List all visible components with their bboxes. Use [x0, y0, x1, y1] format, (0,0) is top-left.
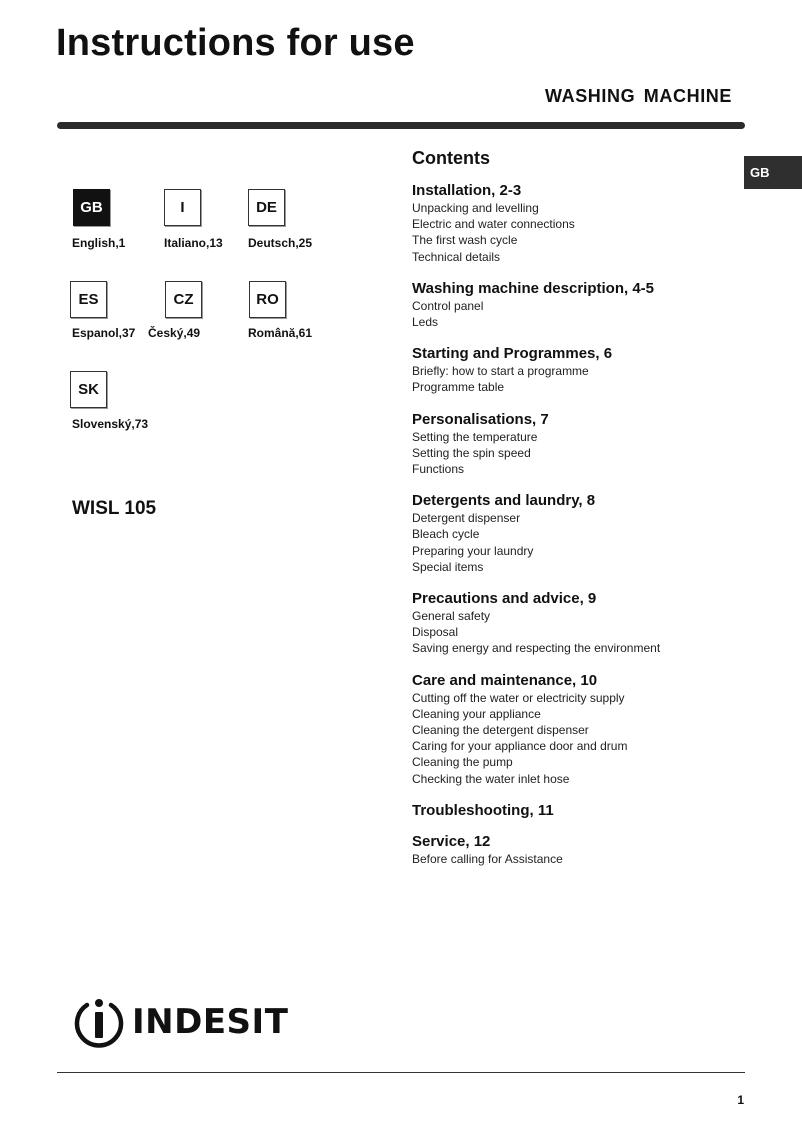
lang-box-cz[interactable]: CZ — [165, 281, 202, 318]
toc-item[interactable]: Bleach cycle — [412, 527, 480, 542]
toc-item[interactable]: Caring for your appliance door and drum — [412, 739, 628, 754]
toc-item[interactable]: Setting the temperature — [412, 429, 538, 444]
lang-box-i[interactable]: I — [164, 189, 201, 226]
page-number: 1 — [737, 1093, 744, 1107]
toc-section — [412, 802, 742, 820]
toc-item[interactable]: Briefly: how to start a programme — [412, 364, 589, 379]
lang-label-i: Italiano,13 — [164, 236, 223, 250]
toc-section-title[interactable]: Washing machine description, 4-5 — [412, 279, 654, 297]
toc-section-title[interactable]: Service, 12 — [412, 832, 491, 850]
toc-section — [412, 182, 742, 265]
lang-label-sk: Slovenský,73 — [72, 417, 149, 431]
model-number: WISL 105 — [72, 498, 157, 519]
toc-section-title[interactable]: Personalisations, 7 — [412, 410, 549, 428]
page-subtitle: WASHING MACHINE — [545, 86, 732, 106]
lang-box-gb[interactable]: GB — [73, 189, 110, 226]
toc-section-title[interactable]: Installation, 2-3 — [412, 182, 522, 199]
lang-box-sk[interactable]: SK — [70, 371, 107, 408]
toc-item[interactable]: Preparing your laundry — [412, 543, 534, 558]
toc-item[interactable]: Programme table — [412, 380, 505, 395]
toc-section — [412, 492, 742, 575]
lang-label-de: Deutsch,25 — [248, 236, 313, 250]
toc-section-title[interactable]: Troubleshooting, 11 — [412, 801, 554, 819]
toc-section — [412, 672, 742, 787]
toc-section-title[interactable]: Precautions and advice, 9 — [412, 590, 597, 608]
toc-section — [412, 345, 742, 395]
toc-item[interactable]: Setting the spin speed — [412, 445, 531, 460]
indesit-logo — [72, 996, 288, 1048]
toc-section — [412, 833, 742, 867]
lang-box-ro[interactable]: RO — [249, 281, 286, 318]
toc-section — [412, 280, 742, 330]
lang-label-gb: English,1 — [72, 236, 126, 250]
toc-item[interactable]: Detergent dispenser — [412, 511, 521, 526]
toc-item[interactable]: Technical details — [412, 249, 501, 264]
toc-section-title[interactable]: Detergents and laundry, 8 — [412, 492, 596, 510]
toc-item[interactable]: Functions — [412, 462, 465, 477]
toc-item[interactable]: Checking the water inlet hose — [412, 771, 570, 786]
toc-item[interactable]: Cleaning the pump — [412, 755, 513, 770]
table-of-contents — [412, 182, 742, 867]
toc-item[interactable]: Cleaning your appliance — [412, 706, 541, 721]
toc-item[interactable]: Electric and water connections — [412, 217, 575, 232]
page-title: Instructions for use — [56, 22, 415, 64]
toc-section — [412, 411, 742, 478]
toc-item[interactable]: Control panel — [412, 298, 484, 313]
toc-section-title[interactable]: Care and maintenance, 10 — [412, 671, 598, 689]
toc-section — [412, 590, 742, 657]
logo-text: INDESIT — [132, 1002, 289, 1042]
toc-item[interactable]: The first wash cycle — [412, 233, 518, 248]
bottom-divider — [57, 1072, 745, 1073]
lang-label-es: Espanol,37 — [72, 326, 136, 340]
toc-item[interactable]: Before calling for Assistance — [412, 851, 563, 866]
top-divider — [57, 122, 745, 129]
toc-item[interactable]: Saving energy and respecting the environment — [412, 641, 661, 656]
toc-item[interactable]: Unpacking and levelling — [412, 201, 539, 215]
toc-section-title[interactable]: Starting and Programmes, 6 — [412, 345, 613, 363]
lang-box-es[interactable]: ES — [70, 281, 107, 318]
toc-item[interactable]: General safety — [412, 609, 491, 624]
toc-item[interactable]: Cutting off the water or electricity supply — [412, 690, 625, 705]
indesit-logo-icon — [72, 996, 126, 1048]
toc-item[interactable]: Cleaning the detergent dispenser — [412, 723, 589, 738]
contents-heading: Contents — [412, 148, 490, 168]
toc-item[interactable]: Disposal — [412, 625, 459, 640]
language-side-tab: GB — [744, 156, 802, 189]
lang-label-cz: Český,49 — [148, 326, 201, 340]
toc-item[interactable]: Special items — [412, 559, 484, 574]
toc-item[interactable]: Leds — [412, 315, 439, 330]
lang-label-ro: Română,61 — [248, 326, 313, 340]
lang-box-de[interactable]: DE — [248, 189, 285, 226]
